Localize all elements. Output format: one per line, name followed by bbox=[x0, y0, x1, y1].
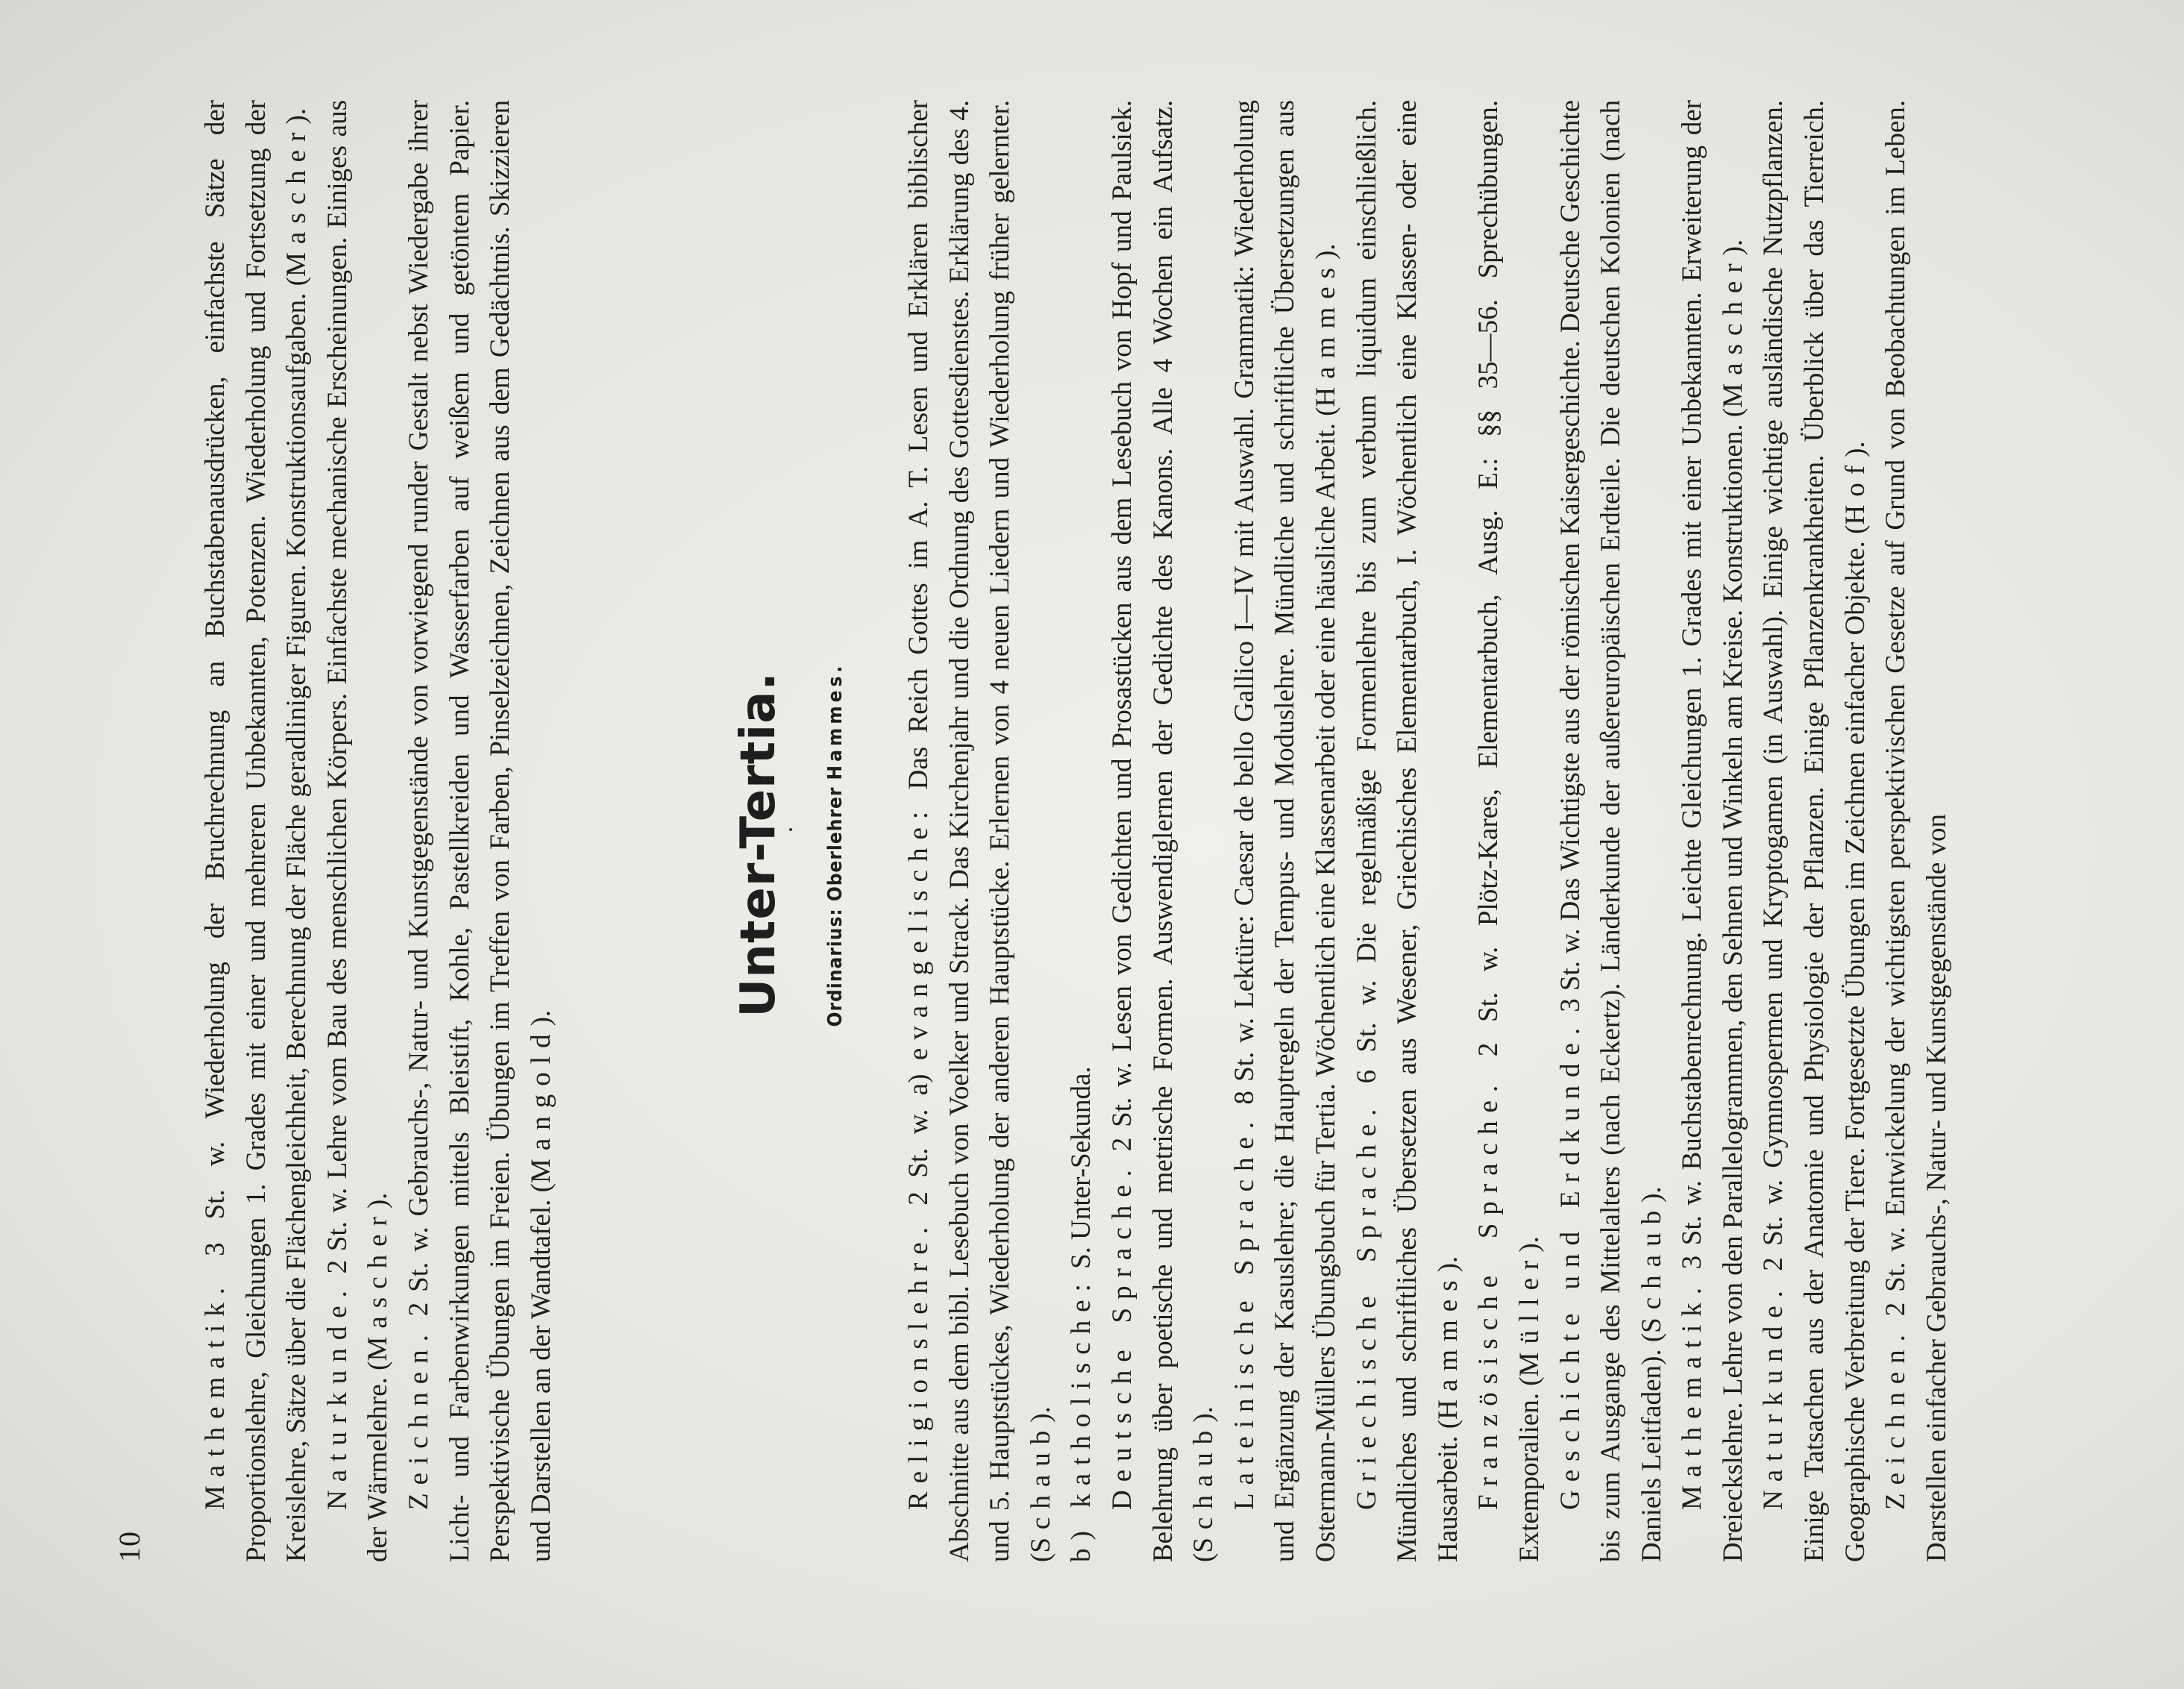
paragraph-end: ). bbox=[1310, 243, 1341, 260]
paragraph-zeichnen bbox=[399, 100, 562, 1562]
paragraph-end: ). bbox=[1839, 441, 1871, 457]
ordinarius-line bbox=[824, 0, 847, 1689]
teacher-name: Hof bbox=[1839, 457, 1871, 525]
subject-title: Französische Sprache. bbox=[1473, 1077, 1504, 1510]
paragraph-end: ). bbox=[1717, 239, 1748, 256]
top-text-block bbox=[195, 100, 562, 1562]
paragraph-text: 2 St. w. Lehre vom Bau des menschlichen Körpers. Einfachste mechanische Erscheinungen. Einiges aus der Wärmelehre. ( bbox=[321, 100, 394, 1562]
paragraph-end: ). bbox=[1188, 1406, 1220, 1423]
paragraph-text: 6 St. w. Die regelmäßige Formenlehre bis zum verbum liquidum einschließlich. Mündliches und schriftliches Übersetzen aus Wesener, Griechisches Elementarbuch, I. Wöchentlich eine Klassen- oder eine Hausarbeit. ( bbox=[1351, 100, 1463, 1562]
ink-speck bbox=[789, 828, 792, 831]
ordinarius-label: Ordinarius: Oberlehrer bbox=[824, 780, 847, 1027]
teacher-name: Müller bbox=[1513, 1252, 1545, 1377]
subject-title: Religionslehre. bbox=[903, 1218, 934, 1510]
teacher-name: Mascher bbox=[281, 124, 313, 277]
paragraph-end: ). bbox=[525, 1009, 556, 1027]
subsection-label: b) katholische: bbox=[1066, 1276, 1097, 1562]
paragraph-text: 8 St. w. Lektüre: Caesar de bello Gallico I—IV mit Auswahl. Grammatik: Wiederholung und Ergänzung der Kasuslehre; die Hauptregeln der Tempus- und Moduslehre. Mündliche und schriftliche Übersetzungen aus Ostermann-Müllers Übungsbuch für Tertia. Wöchentlich eine Klassenarbeit oder eine häusliche Arbeit. ( bbox=[1228, 99, 1341, 1562]
paragraph-naturkunde bbox=[1754, 100, 1876, 1562]
paragraph-end: ). bbox=[281, 108, 313, 125]
teacher-name: Mascher bbox=[1717, 255, 1748, 408]
paragraph-mathematik bbox=[195, 100, 318, 1562]
page-number: 10 bbox=[113, 1531, 146, 1562]
subject-title: Zeichnen. bbox=[1880, 1326, 1912, 1510]
subject-title: Zeichnen. bbox=[403, 1326, 434, 1510]
subject-title: Geschichte und Erdkunde. bbox=[1554, 1019, 1586, 1510]
paragraph-text: 2 St. w. a) bbox=[903, 1060, 934, 1219]
paragraph-end: ). bbox=[363, 1192, 394, 1209]
subject-title: Deutsche Sprache. bbox=[1106, 1162, 1138, 1510]
bottom-text-block bbox=[899, 100, 1957, 1562]
paragraph-end: ). bbox=[1636, 1186, 1667, 1203]
paragraph-zeichnen bbox=[1876, 100, 1957, 1562]
paragraph-text: S. Unter-Sekunda. bbox=[1066, 1066, 1097, 1276]
paragraph-text: 2 St. w. Gebrauchs-, Natur- und Kunstgegenstände von vorwiegend runder Gestalt nebst Wiedergabe ihrer Licht- und Farbenwirkungen mittels Bleistift, Kohle, Pastellkreiden und Wasserfarben auf weißem und getöntem Papier. Perspektivische Übungen im Freien. Übungen im Treffen von Farben, Pinselzeichnen, Zeichnen aus dem Gedächtnis. Skizzieren und Darstellen an der Wandtafel. ( bbox=[403, 100, 556, 1562]
paragraph-text: 2 St. w. Plötz-Kares, Elementarbuch, Ausg. E.: §§ 35—56. Sprechübungen. Extemporalien. ( bbox=[1473, 100, 1545, 1562]
paragraph-griechisch bbox=[1347, 100, 1469, 1562]
teacher-name: Mascher bbox=[363, 1209, 394, 1361]
paragraph-text: 2 St. w. Gymnospermen und Kryptogamen (in Auswahl). Einige wichtige ausländische Nutzpflanzen. Einige Tatsachen aus der Anatomie und Physiologie der Pflanzen. Einige Pflanzenkrankheiten. Überblick über das Tierreich. Geographische Verbreitung der Tiere. Fortgesetzte Übungen im Zeichnen einfacher Objekte. ( bbox=[1758, 100, 1871, 1562]
paragraph-deutsch bbox=[1102, 100, 1225, 1562]
subject-title: Mathematik. bbox=[1677, 1279, 1708, 1510]
subject-title: Naturkunde. bbox=[1758, 1282, 1789, 1510]
subject-title: Mathematik. bbox=[200, 1279, 230, 1510]
paragraph-mathematik bbox=[1672, 100, 1754, 1562]
paragraph-text: 3 St. w. Buchstabenrechnung. Leichte Gleichungen 1. Grades mit einer Unbekannten. Erweiterung der Dreieckslehre. Lehre von den Parallelogrammen, den Sehnen und Winkeln am Kreise. Konstruktionen. ( bbox=[1677, 100, 1748, 1562]
paragraph-text: 2 St. w. Entwickelung der wichtigsten perspektivischen Gesetze auf Grund von Beobachtungen im Leben. Darstellen einfacher Gebrauchs-, Natur- und Kunstgegenstände von bbox=[1880, 100, 1952, 1562]
teacher-name: Schaub bbox=[1636, 1202, 1667, 1333]
subject-title: Naturkunde. bbox=[321, 1282, 353, 1510]
paragraph-text: Das Reich Gottes im A. T. Lesen und Erklären biblischer Abschnitte aus dem bibl. Lesebuch von Voelker und Strack. Das Kirchenjahr und die Ordnung des Gottesdienstes. Erklärung des 4. und 5. Hauptstückes, Wiederholung der anderen Hauptstücke. Erlernen von 4 neuen Liedern und Wiederholung früher gelernter. ( bbox=[903, 100, 1056, 1562]
section-heading: Unter-Tertia. bbox=[731, 671, 786, 1018]
paragraph-end: ). bbox=[1432, 1256, 1463, 1273]
paragraph-religion-katholisch bbox=[1061, 100, 1102, 1562]
paragraph-religion bbox=[899, 100, 1061, 1562]
paragraph-text: 3 St. w. Das Wichtigste aus der römischen Kaisergeschichte. Deutsche Geschichte bis zum Ausgange des Mittelalters (nach Eckertz). Länderkunde der außereuropäischen Erdteile. Die deutschen Kolonien (nach Daniels Leitfaden). ( bbox=[1554, 99, 1667, 1562]
ordinarius-name: Hammes. bbox=[824, 662, 847, 780]
paragraph-end: ). bbox=[1513, 1236, 1545, 1253]
paragraph-latein bbox=[1225, 100, 1347, 1562]
paragraph-text: 3 St. w. Wiederholung der Bruchrechnung an Buchstabenausdrücken, einfachste Sätze der Proportionslehre, Gleichungen 1. Grades mit einer und mehreren Unbekannten, Potenzen. Wiederholung und Fortsetzung der Kreislehre, Sätze über die Flächengleichheit, Berechnung der Fläche geradliniger Figuren. Konstruktionsaufgaben. ( bbox=[200, 100, 313, 1562]
paragraph-franzoesisch bbox=[1469, 100, 1550, 1562]
subsection-label: evangelische: bbox=[903, 803, 934, 1061]
paragraph-geschichte bbox=[1551, 100, 1673, 1562]
paragraph-naturkunde bbox=[318, 100, 399, 1562]
teacher-name: Schaub bbox=[1025, 1422, 1056, 1553]
teacher-name: Mangold bbox=[525, 1026, 556, 1184]
subject-title: Griechische Sprache. bbox=[1351, 1100, 1382, 1510]
subject-title: Lateinische Sprache. bbox=[1228, 1113, 1260, 1510]
paragraph-text: 2 St. w. Lesen von Gedichten und Prosastücken aus dem Lesebuch von Hopf und Paulsiek. Belehrung über poetische und metrische Formen. Auswendiglernen der Gedichte des Kanons. Alle 4 Wochen ein Aufsatz. ( bbox=[1106, 100, 1220, 1562]
teacher-name: Hammes bbox=[1310, 259, 1341, 407]
paragraph-end: ). bbox=[1025, 1406, 1056, 1423]
teacher-name: Schaub bbox=[1188, 1422, 1220, 1553]
teacher-name: Hammes bbox=[1432, 1272, 1463, 1420]
